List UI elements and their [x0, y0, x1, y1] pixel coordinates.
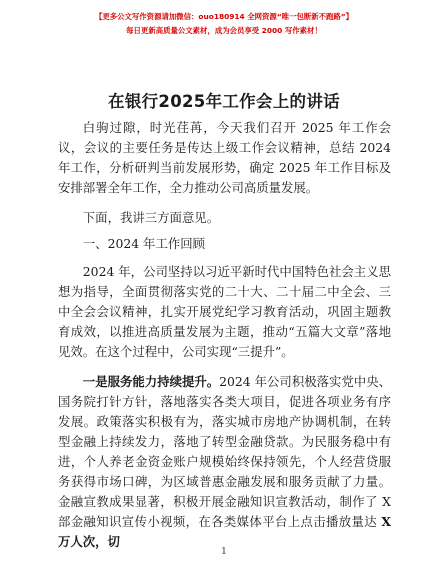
paragraph-review: 2024 年，公司坚持以习近平新时代中国特色社会主义思想为指导，全面贯彻落实党的二十大、二十届二中全会、三中全会会议精神，扎实开展党纪学习教育活动，巩固主题教育成效，以推进高质量发展为主题，推动“五篇大文章”落地见效。在这个过程中，公司实现“三提升”。 — [58, 264, 391, 359]
page-number: 1 — [221, 547, 227, 557]
paragraph-opening: 白驹过隙，时光荏苒，今天我们召开 2025 年工作会议，会议的主要任务是传达上级工作会议精神，总结 2024 年工作，分析研判当前发展形势，确定 2025 年工作目标及安排部署全年工作，全力推动公司高质量发展。 — [58, 120, 391, 195]
paragraph-service-text: 2024 年公司积极落实党中央、国务院打针方针，落地落实各类大项目，促进各项业务有序发展。政策落实积极有为，落实城市房地产协调机制，在转型金融上持续发力，落地了转型金融贷款。为民服务稳中有进，个人养老金资金账户规模始终保持领先，个人经营贷服务获得市场口碑，为区域普惠金融发展和服务贡献了力量。金融宣教成果显著，积极开展金融知识宣教活动，制作了 X 部金融知识宣传小视频，在各类媒体平台上点击播放量达 — [58, 374, 391, 529]
paragraph-outline: 下面，我讲三方面意见。 — [82, 210, 220, 225]
banner-line-1: 【更多公文写作资源请加微信：ouo180914 全网资源“唯一包断新不跑路”】 — [94, 12, 354, 21]
paragraph-service-lead: 一是服务能力持续提升。 — [82, 374, 220, 389]
paragraph-service — [58, 372, 391, 552]
document-title: 在银行2025年工作会上的讲话 — [108, 92, 340, 111]
paragraph-service-tail: X 万人次，切 — [58, 514, 391, 549]
promo-banner — [0, 10, 448, 38]
banner-line-2: 每日更新高质量公文素材，成为会员享受 2000 写作素材！ — [126, 26, 322, 35]
section-heading: 一、2024 年工作回顾 — [82, 236, 206, 251]
document-body — [58, 118, 391, 562]
